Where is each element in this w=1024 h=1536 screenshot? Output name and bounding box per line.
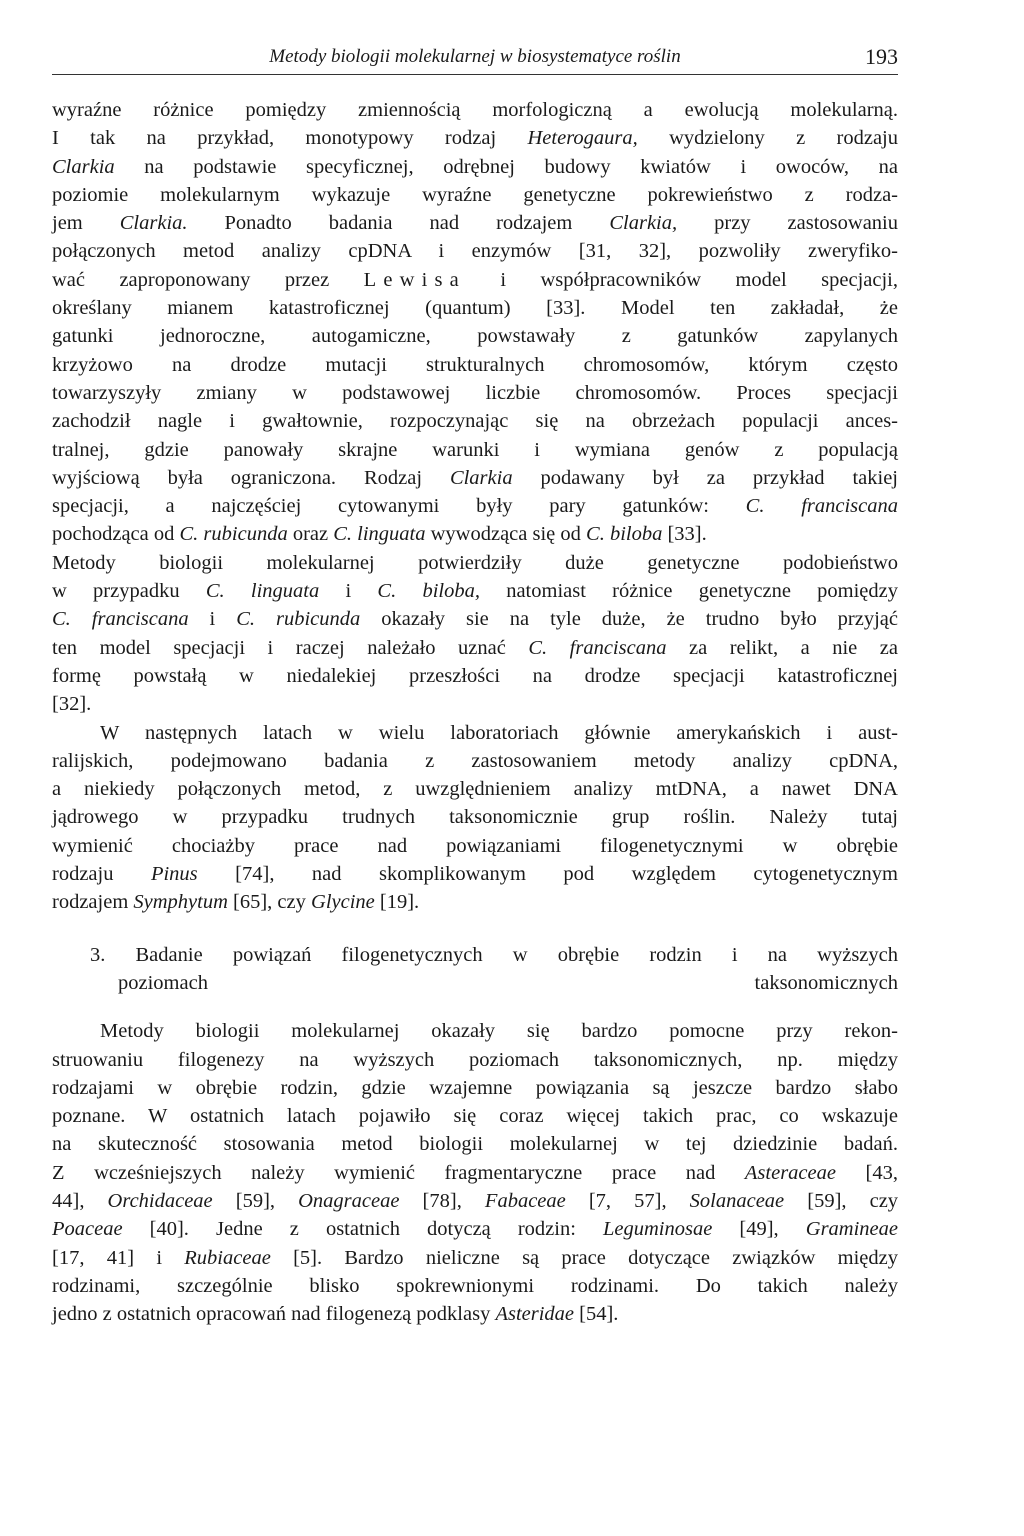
italic-term: C. franciscana	[528, 636, 667, 659]
text-run: Ponadto badania nad rodzajem	[187, 212, 610, 235]
text-line	[52, 520, 898, 548]
text-line	[52, 1244, 898, 1272]
text-run: a niekiedy połączonych metod, z uwzględnieniem analizy mtDNA, a nawet DNA	[52, 778, 898, 801]
text-run: wydzielony z rodzaju	[637, 127, 898, 150]
text-line	[52, 605, 898, 633]
text-run: [59],	[212, 1189, 299, 1212]
text-run: Metody biologii molekularnej okazały się bardzo pomocne przy rekon-	[100, 1020, 898, 1043]
italic-term: Clarkia,	[609, 212, 678, 235]
text-run: [19].	[374, 891, 420, 914]
text-line	[52, 153, 898, 181]
text-line	[52, 407, 898, 435]
text-run: połączonych metod analizy cpDNA i enzymów [31, 32], pozwoliły zweryfiko-	[52, 240, 898, 263]
running-title: Metody biologii molekularnej w biosystematyce roślin	[269, 46, 681, 67]
text-run: oraz	[287, 523, 334, 546]
text-run: [40]. Jedne z ostatnich dotyczą rodzin:	[122, 1218, 603, 1241]
italic-term: C. linguata	[333, 523, 426, 546]
italic-term: Clarkia.	[119, 212, 188, 235]
text-run: wymienić chociażby prace nad powiązaniami filogenetycznymi w obrębie	[52, 834, 898, 857]
text-run: i	[319, 580, 378, 603]
text-run: przy zastosowaniu	[677, 212, 898, 235]
text-run: rodzajami w obrębie rodzin, gdzie wzajemne powiązania są jeszcze bardzo słabo	[52, 1076, 898, 1099]
text-run: I tak na przykład, monotypowy rodzaj	[52, 127, 528, 150]
text-run: [74], nad skomplikowanym pod względem cytogenetycznym	[197, 863, 898, 886]
text-run: [49],	[712, 1218, 806, 1241]
section-heading-line	[52, 941, 898, 969]
italic-term: Onagraceae	[298, 1189, 400, 1212]
text-run: w przypadku	[52, 580, 206, 603]
text-run: [65], czy	[227, 891, 312, 914]
italic-term: Symphytum	[133, 891, 228, 914]
text-line	[52, 96, 898, 124]
italic-term: Asteridae	[495, 1303, 575, 1326]
text-line	[52, 690, 898, 718]
italic-term: C. biloba,	[377, 580, 480, 603]
text-run: i współpracowników model specjacji,	[465, 268, 898, 291]
text-run: rodzinami, szczególnie blisko spokrewnionymi rodzinami. Do takich należy	[52, 1274, 898, 1297]
text-line	[52, 266, 898, 294]
text-run: [54].	[574, 1303, 619, 1326]
text-run: krzyżowo na drodze mutacji strukturalnych chromosomów, którym często	[52, 353, 898, 376]
italic-term: Gramineae	[805, 1218, 898, 1241]
text-run: rodzajem	[52, 891, 134, 914]
italic-term: Asteraceae	[744, 1161, 836, 1184]
italic-term: Poaceae	[52, 1218, 123, 1241]
text-line	[52, 237, 898, 265]
text-run: formę powstałą w niedalekiej przeszłości na drodze specjacji katastroficznej	[52, 664, 898, 687]
text-line	[52, 662, 898, 690]
text-run: [5]. Bardzo nieliczne są prace dotyczące związków między	[270, 1246, 898, 1269]
italic-term: Solanaceae	[689, 1189, 785, 1212]
text-run: wać zaproponowany przez	[52, 268, 364, 291]
running-header	[52, 44, 898, 75]
text-run: na podstawie specyficznej, odrębnej budowy kwiatów i owoców, na	[114, 155, 898, 178]
italic-term: C. franciscana	[52, 608, 189, 631]
text-line	[52, 549, 898, 577]
italic-term: C. rubicunda	[236, 608, 361, 631]
text-run: [17, 41] i	[52, 1246, 185, 1269]
text-run: [78],	[399, 1189, 485, 1212]
italic-term: Clarkia	[449, 466, 513, 489]
italic-term: Heterogaura,	[527, 127, 638, 150]
text-line	[52, 1187, 898, 1215]
italic-term: Glycine	[311, 891, 375, 914]
text-run: [59], czy	[784, 1189, 899, 1212]
text-line	[52, 1215, 898, 1243]
text-run: [33].	[662, 523, 707, 546]
text-run: natomiast różnice genetyczne pomiędzy	[479, 580, 898, 603]
text-run: i	[188, 608, 237, 631]
italic-term: C. franciscana	[745, 495, 898, 518]
italic-term: C. linguata	[205, 580, 320, 603]
page-number: 193	[865, 44, 898, 69]
text-line	[52, 832, 898, 860]
text-line	[52, 379, 898, 407]
text-line	[52, 181, 898, 209]
text-run: wyraźne różnice pomiędzy zmiennością morfologiczną a ewolucją molekularną.	[52, 99, 898, 121]
text-run: za relikt, a nie za	[666, 636, 898, 659]
text-run: Z wcześniejszych należy wymienić fragmentaryczne prace nad	[52, 1161, 745, 1184]
italic-term: C. rubicunda	[179, 523, 288, 546]
text-run: poziomach taksonomicznych	[118, 971, 898, 994]
italic-term: Fabaceae	[484, 1189, 566, 1212]
italic-term: Leguminosae	[603, 1218, 713, 1241]
text-line	[52, 1074, 898, 1102]
text-line	[52, 124, 898, 152]
text-run: jądrowego w przypadku trudnych taksonomicznie grup roślin. Należy tutaj	[52, 806, 898, 829]
text-run: [7, 57],	[565, 1189, 690, 1212]
text-run: towarzyszyły zmiany w podstawowej liczbie chromosomów. Proces specjacji	[52, 381, 898, 404]
text-line	[52, 860, 898, 888]
text-line	[52, 803, 898, 831]
text-run: pochodząca od	[52, 523, 180, 546]
text-line	[52, 492, 898, 520]
section-heading-line	[52, 969, 898, 997]
paragraph-gap	[52, 997, 898, 1017]
text-line	[52, 322, 898, 350]
italic-term: Rubiaceae	[184, 1246, 271, 1269]
text-line	[52, 1130, 898, 1158]
text-run: poziomie molekularnym wykazuje wyraźne genetyczne pokrewieństwo z rodza-	[52, 183, 898, 206]
text-line	[52, 464, 898, 492]
text-run: wyjściową była ograniczona. Rodzaj	[52, 466, 450, 489]
text-run: specjacji, a najczęściej cytowanymi były pary gatunków:	[52, 495, 746, 518]
text-run: 3. Badanie powiązań filogenetycznych w obrębie rodzin i na wyższych	[90, 943, 898, 966]
text-line	[52, 577, 898, 605]
text-line	[52, 1272, 898, 1300]
text-line	[52, 747, 898, 775]
text-run: rodzaju	[52, 863, 151, 886]
body-text	[52, 96, 898, 1328]
text-line	[52, 1300, 898, 1328]
text-run: 44],	[52, 1189, 108, 1212]
text-run: na skuteczność stosowania metod biologii molekularnej w tej dziedzinie badań.	[52, 1133, 898, 1156]
text-run: ten model specjacji i raczej należało uznać	[52, 636, 529, 659]
text-run: określany mianem katastroficznej (quantum) [33]. Model ten zakładał, że	[52, 297, 898, 320]
text-run: ralijskich, podejmowano badania z zastosowaniem metody analizy cpDNA,	[52, 749, 898, 772]
text-line	[52, 775, 898, 803]
text-run: W następnych latach w wielu laboratoriach głównie amerykańskich i aust-	[100, 721, 898, 744]
italic-term: C. biloba	[586, 523, 663, 546]
text-line	[52, 436, 898, 464]
text-run: [32].	[52, 693, 92, 716]
paragraph-gap	[52, 917, 898, 941]
italic-term: Orchidaceae	[107, 1189, 213, 1212]
text-line	[52, 1017, 898, 1045]
text-run: jem	[52, 212, 120, 235]
text-line	[52, 294, 898, 322]
text-line	[52, 1046, 898, 1074]
text-run: podawany był za przykład takiej	[512, 466, 898, 489]
text-run: Metody biologii molekularnej potwierdziły duże genetyczne podobieństwo	[52, 551, 898, 574]
spaced-author-name: Lewisa	[363, 268, 466, 291]
text-run: jedno z ostatnich opracowań nad filogenezą podklasy	[52, 1303, 496, 1326]
text-run: tralnej, gdzie panowały skrajne warunki i wymiana genów z populacją	[52, 438, 898, 461]
text-line	[52, 1102, 898, 1130]
text-run: zachodził nagle i gwałtownie, rozpoczynając się na obrzeżach populacji ances-	[52, 410, 898, 433]
text-line	[52, 351, 898, 379]
text-run: poznane. W ostatnich latach pojawiło się coraz więcej takich prac, co wskazuje	[52, 1105, 898, 1128]
text-run: okazały sie na tyle duże, że trudno było przyjąć	[360, 608, 899, 631]
text-line	[52, 634, 898, 662]
text-run: struowaniu filogenezy na wyższych poziomach taksonomicznych, np. między	[52, 1048, 898, 1071]
text-line	[52, 888, 898, 916]
text-run: wywodząca się od	[425, 523, 587, 546]
italic-term: Clarkia	[52, 155, 115, 178]
text-line	[52, 719, 898, 747]
text-run: [43,	[835, 1161, 898, 1184]
text-line	[52, 209, 898, 237]
italic-term: Pinus	[150, 863, 198, 886]
text-line	[52, 1159, 898, 1187]
text-run: gatunki jednoroczne, autogamiczne, powstawały z gatunków zapylanych	[52, 325, 898, 348]
